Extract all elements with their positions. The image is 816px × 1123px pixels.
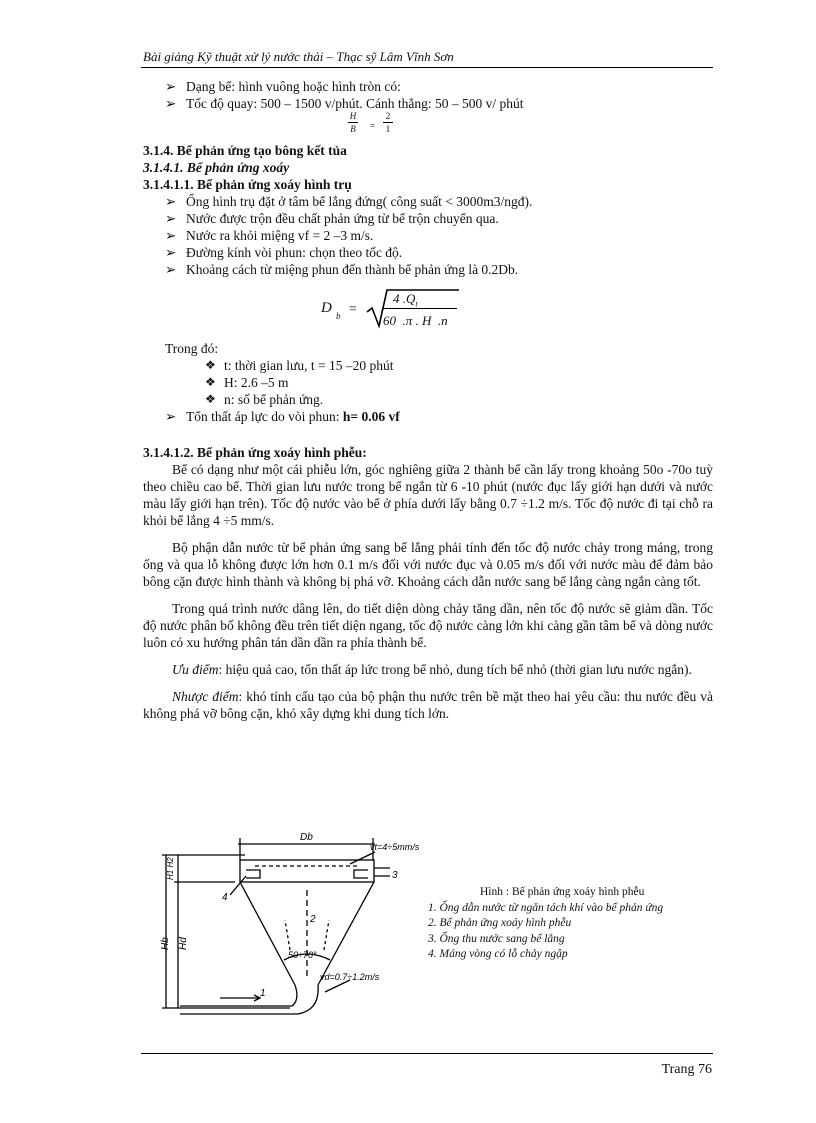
- paragraph: Bộ phận dẫn nước từ bể phản ứng sang bể lắng phải tính đến tốc độ nước chảy trong máng, trong ống và qua lỗ không được lớn hơn 0.1 m/s đối với nước đục và 0.05 m/s đối với nước màu để đảm bảo bông cặn được hình thành và không bị phá vỡ. Khoảng cách dẫn nước sang bể lắng càng ngắn càng tốt.: [143, 540, 713, 589]
- ratio-formula: $\frac{H}{B}$ = $\frac{2}{1}$: [143, 112, 713, 142]
- sub-bullet-item: ❖ n: số bể phản ứng.: [205, 392, 324, 407]
- subsection-heading: 3.1.4.1. Bể phản ứng xoáy: [143, 160, 290, 175]
- arrow-bullet-icon: ➢: [165, 409, 177, 424]
- bullet-item: ➢ Tổn thất áp lực do vòi phun: h= 0.06 vf: [165, 409, 400, 424]
- fig-label-4: 4: [222, 892, 228, 903]
- sub-bullet-item: ❖ H: 2.6 –5 m: [205, 375, 289, 390]
- fig-label-hb: Hb: [160, 937, 171, 950]
- caption-item: 4. Máng vòng có lỗ chảy ngập: [428, 948, 568, 960]
- sub-bullet-item: ❖ t: thời gian lưu, t = 15 –20 phút: [205, 358, 394, 373]
- arrow-bullet-icon: ➢: [165, 96, 177, 111]
- arrow-bullet-icon: ➢: [165, 245, 177, 260]
- bullet-item: ➢ Nước ra khỏi miệng vf = 2 –3 m/s.: [165, 228, 374, 243]
- fig-label-angle: 50÷70°: [288, 950, 317, 960]
- diamond-bullet-icon: ❖: [205, 392, 216, 406]
- paragraph: Nhược điểm: khó tính cấu tạo của bộ phận thu nước trên bề mặt theo hai yêu cầu: thu nước đều và không phá vỡ bông cặn, khó xây dựng khi dung tích lớn.: [143, 689, 713, 721]
- diamond-bullet-icon: ❖: [205, 375, 216, 389]
- arrow-bullet-icon: ➢: [165, 228, 177, 243]
- section-heading: 3.1.4. Bể phản ứng tạo bông kết tủa: [143, 143, 347, 158]
- paragraph: Trong quá trình nước dâng lên, do tiết diện dòng chảy tăng dần, nên tốc độ nước sẽ giảm dần. Tốc độ nước phân bố không đều trên tiết diện ngang, tốc độ nước càng lớn khi càng gần tâm bể và dòng nước luôn có xu hướng phân tán dần dần ra phía thành bể.: [143, 601, 713, 650]
- page-number: Trang 76: [661, 1062, 712, 1077]
- fig-label-vt: vt=4÷5mm/s: [370, 842, 420, 852]
- fig-label-vd: vd=0.7÷1.2m/s: [320, 972, 380, 982]
- figure-caption: [428, 885, 718, 963]
- page-content: [143, 78, 713, 722]
- fig-label-3: 3: [392, 870, 398, 881]
- subsubsection-heading: 3.1.4.1.1. Bể phản ứng xoáy hình trụ: [143, 177, 352, 192]
- arrow-bullet-icon: ➢: [165, 211, 177, 226]
- db-formula: D b = 4 $.Q_t$ 60 .π . H .n: [143, 278, 713, 340]
- arrow-bullet-icon: ➢: [165, 262, 177, 277]
- footer-rule: [141, 1053, 713, 1054]
- subsubsection-heading: 3.1.4.1.2. Bể phản ứng xoáy hình phễu:: [143, 445, 367, 460]
- paragraph: Bể có dạng như một cái phiễu lớn, góc nghiêng giữa 2 thành bể cần lấy trong khoảng 50o -70o tuỳ theo chiều cao bể. Thời gian lưu nước trong bể ngắn từ 6 -10 phút (nước đục lấy giới hạn dưới và nước màu lấy giới hạn trên). Tốc độ nước vào bể ở phía dưới lấy bằng 0.7 ÷1.2 m/s. Tốc độ nước đi tại chỗ ra khỏi bể lắng 4 ÷5 mm/s.: [143, 462, 713, 528]
- fig-label-2: 2: [310, 914, 316, 925]
- bullet-item: ➢ Nước được trộn đều chất phản ứng từ bể trộn chuyển qua.: [165, 211, 499, 226]
- page-header: Bài giảng Kỹ thuật xử lý nước thải – Thạc sỹ Lâm Vĩnh Sơn: [143, 49, 454, 64]
- fraction-bar: [383, 308, 457, 309]
- arrow-bullet-icon: ➢: [165, 194, 177, 209]
- fig-label-hd: Hd: [178, 937, 189, 950]
- bullet-item: ➢ Ống hình trụ đặt ở tâm bể lắng đứng( công suất < 3000m3/ngđ).: [165, 194, 533, 209]
- bullet-item: ➢ Tốc độ quay: 500 – 1500 v/phút. Cánh thẳng: 50 – 500 v/ phút: [165, 96, 524, 111]
- header-rule: [141, 67, 713, 68]
- funnel-tank-figure: [160, 820, 420, 1030]
- caption-item: 3. Ống thu nước sang bể lắng: [428, 932, 565, 945]
- caption-title: Hình : Bể phản ứng xoáy hình phễu: [480, 886, 645, 898]
- bullet-item: ➢ Dạng bể: hình vuông hoặc hình tròn có:: [165, 79, 401, 94]
- trong-do-label: Trong đó:: [165, 341, 219, 356]
- caption-item: 1. Ống dẫn nước từ ngăn tách khí vào bể phản ứng: [428, 901, 664, 914]
- fig-label-db: Db: [300, 832, 313, 843]
- paragraph: Ưu điểm: hiệu quả cao, tổn thất áp lức trong bể nhỏ, dung tích bể nhỏ (thời gian lưu nước ngắn).: [172, 662, 692, 677]
- fig-label-h1h2: H1 H2: [166, 857, 175, 880]
- caption-item: 2. Bể phản ứng xoáy hình phễu: [428, 917, 572, 929]
- arrow-bullet-icon: ➢: [165, 79, 177, 94]
- diamond-bullet-icon: ❖: [205, 358, 216, 372]
- fig-label-1: 1: [260, 988, 266, 999]
- bullet-item: ➢ Đường kính vòi phun: chọn theo tốc độ.: [165, 245, 403, 260]
- bullet-item: ➢ Khoảng cách từ miệng phun đến thành bể phản ứng là 0.2Db.: [165, 262, 519, 277]
